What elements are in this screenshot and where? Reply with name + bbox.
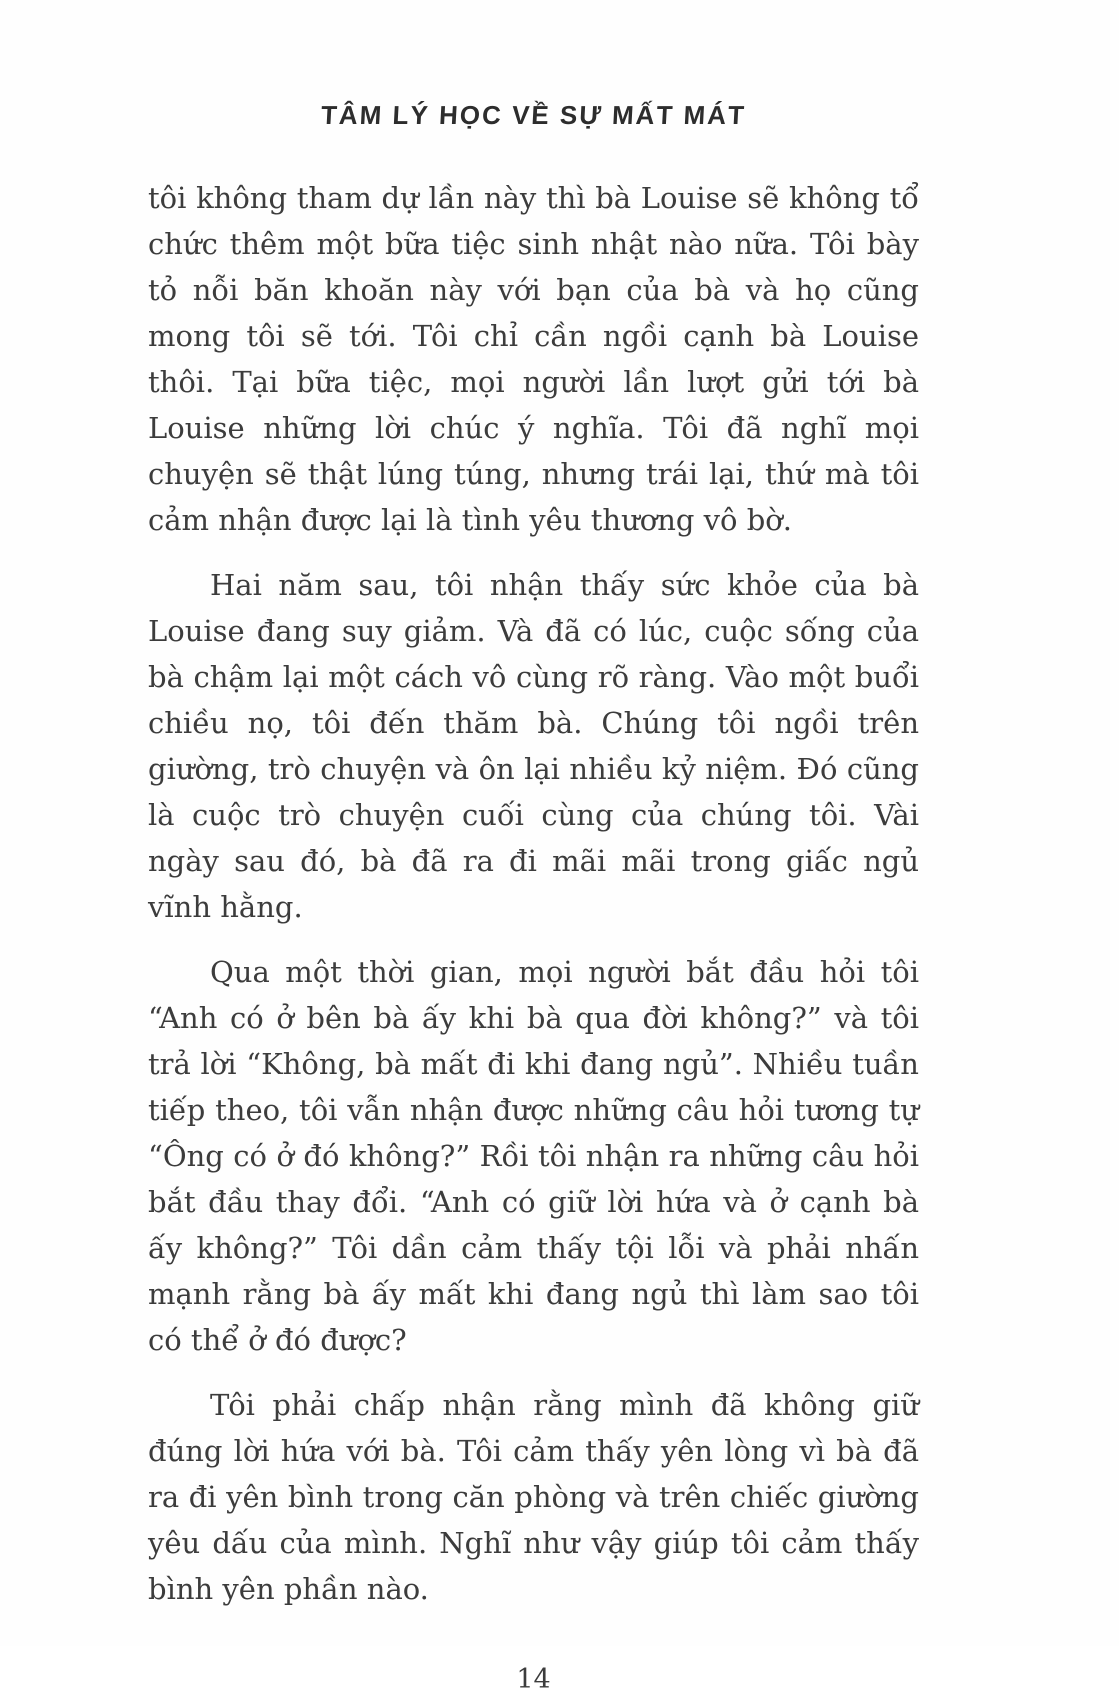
body-paragraph: Tôi phải chấp nhận rằng mình đã không giữ đúng lời hứa với bà. Tôi cảm thấy yên lòng vì bà đã ra đi yên bình trong căn phòng và trên chiếc giường yêu dấu của mình. Nghĩ như vậy giúp tôi cảm thấy bình yên phần nào. xyxy=(148,1388,919,1606)
body-paragraph: Hai năm sau, tôi nhận thấy sức khỏe của bà Louise đang suy giảm. Và đã có lúc, cuộc sống của bà chậm lại một cách vô cùng rõ ràng. Vào một buổi chiều nọ, tôi đến thăm bà. Chúng tôi ngồi trên giường, trò chuyện và ôn lại nhiều kỷ niệm. Đó cũng là cuộc trò chuyện cuối cùng của chúng tôi. Vài ngày sau đó, bà đã ra đi mãi mãi trong giấc ngủ vĩnh hằng. xyxy=(148,568,919,924)
body-text-block xyxy=(148,175,919,1612)
running-head-title: TÂM LÝ HỌC VỀ SỰ MẤT MÁT xyxy=(320,100,747,130)
body-paragraph: Qua một thời gian, mọi người bắt đầu hỏi tôi “Anh có ở bên bà ấy khi bà qua đời không?” và tôi trả lời “Không, bà mất đi khi đang ngủ”. Nhiều tuần tiếp theo, tôi vẫn nhận được những câu hỏi tương tự “Ông có ở đó không?” Rồi tôi nhận ra những câu hỏi bắt đầu thay đổi. “Anh có giữ lời hứa và ở cạnh bà ấy không?” Tôi dần cảm thấy tội lỗi và phải nhấn mạnh rằng bà ấy mất khi đang ngủ thì làm sao tôi có thể ở đó được? xyxy=(148,955,919,1357)
page-number: 14 xyxy=(516,1664,551,1695)
body-paragraph: tôi không tham dự lần này thì bà Louise sẽ không tổ chức thêm một bữa tiệc sinh nhật nào nữa. Tôi bày tỏ nỗi băn khoăn này với bạn của bà và họ cũng mong tôi sẽ tới. Tôi chỉ cần ngồi cạnh bà Louise thôi. Tại bữa tiệc, mọi người lần lượt gửi tới bà Louise những lời chúc ý nghĩa. Tôi đã nghĩ mọi chuyện sẽ thật lúng túng, nhưng trái lại, thứ mà tôi cảm nhận được lại là tình yêu thương vô bờ. xyxy=(148,181,919,537)
